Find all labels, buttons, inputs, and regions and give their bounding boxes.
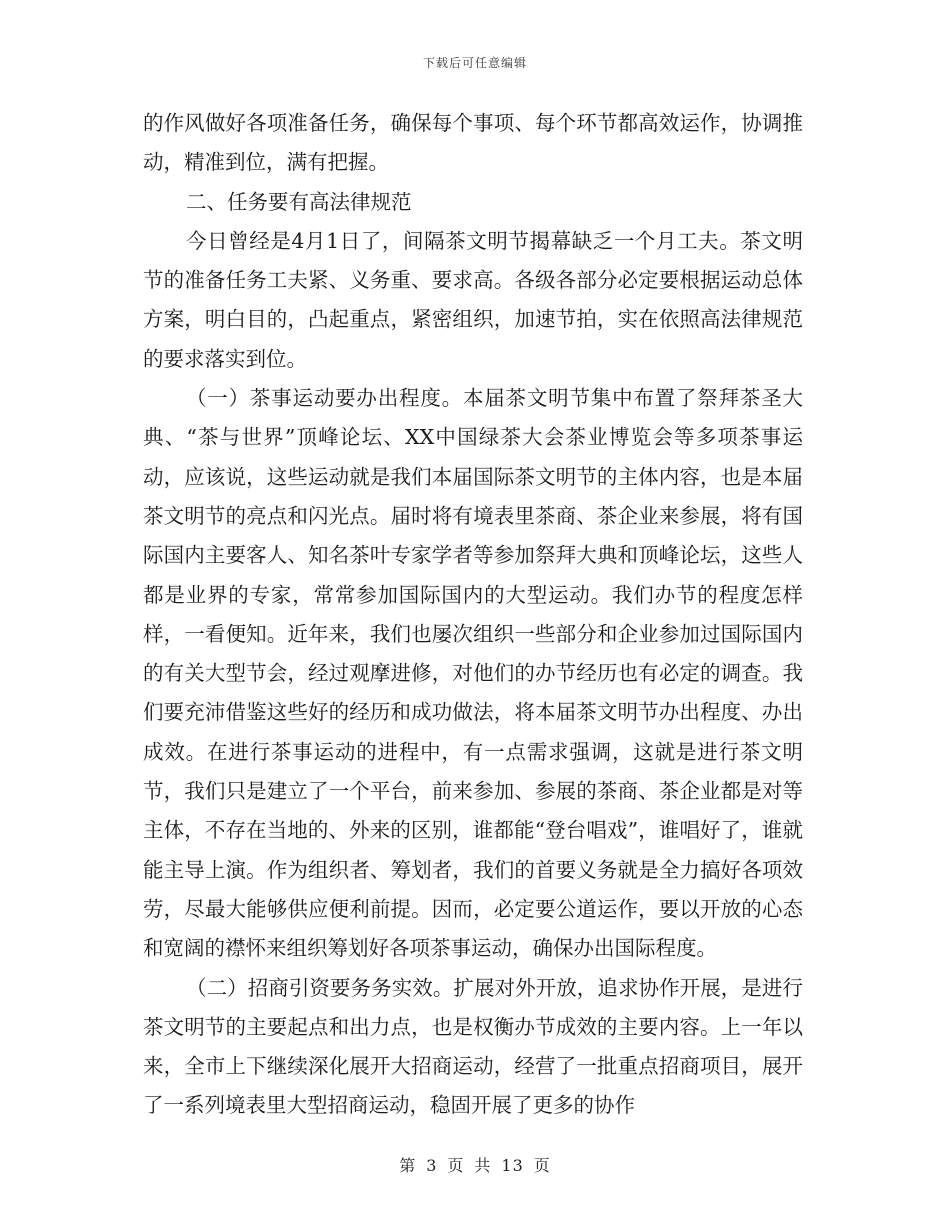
footer-total-word: 共 [474, 1156, 492, 1175]
current-page-number: 3 [426, 1156, 438, 1175]
footer-prefix: 第 [399, 1156, 417, 1175]
paragraph-1: 的作风做好各项准备任务，确保每个事项、每个环节都高效运作，协调推动，精准到位，满有把握。 [143, 111, 803, 175]
page-header: 下载后可任意编辑 [422, 56, 527, 70]
paragraph-4: （二）招商引资要务务实效。扩展对外开放，追求协作开展，是进行茶文明节的主要起点和出力点，也是权衡办节成效的主要内容。上一年以来，全市上下继续深化展开大招商运动，经营了一批重点招商项目，展开了一系列境表里大型招商运动，稳固开展了更多的协作 [143, 975, 803, 1118]
paragraph-2: 今日曾经是4月1日了，间隔茶文明节揭幕缺乏一个月工夫。茶文明节的准备任务工夫紧、义务重、要求高。各级各部分必定要根据运动总体方案，明白目的，凸起重点，紧密组织，加速节拍，实在依照高法律规范的要求落实到位。 [143, 228, 803, 371]
page-footer [0, 1153, 950, 1176]
paragraph-3: （一）茶事运动要办出程度。本届茶文明节集中布置了祭拜茶圣大典、“茶与世界”顶峰论坛、XX中国绿茶大会茶业博览会等多项茶事运动，应该说，这些运动就是我们本届国际茶文明节的主体内容，也是本届茶文明节的亮点和闪光点。届时将有境表里茶商、茶企业来参展，将有国际国内主要客人、知名茶叶专家学者等参加祭拜大典和顶峰论坛，这些人都是业界的专家，常常参加国际国内的大型运动。我们办节的程度怎样样，一看便知。近年来，我们也屡次组织一些部分和企业参加过国际国内的有关大型节会，经过观摩进修，对他们的办节经历也有必定的调查。我们要充沛借鉴这些好的经历和成功做法，将本届茶文明节办出程度、办出成效。在进行茶事运动的进程中，有一点需求强调，这就是进行茶文明节，我们只是建立了一个平台，前来参加、参展的茶商、茶企业都是对等主体，不存在当地的、外来的区别，谁都能“登台唱戏”，谁唱好了，谁就能主导上演。作为组织者、筹划者，我们的首要义务就是全力搞好各项效劳，尽最大能够供应便利前提。因而，必定要公道运作，要以开放的心态和宽阔的襟怀来组织筹划好各项茶事运动，确保办出国际程度。 [143, 386, 803, 961]
footer-suffix: 页 [533, 1156, 551, 1175]
total-page-count: 13 [501, 1156, 524, 1175]
footer-page-word: 页 [447, 1156, 465, 1175]
section-heading: 二、任务要有高法律规范 [186, 189, 412, 214]
document-body [143, 104, 803, 1126]
